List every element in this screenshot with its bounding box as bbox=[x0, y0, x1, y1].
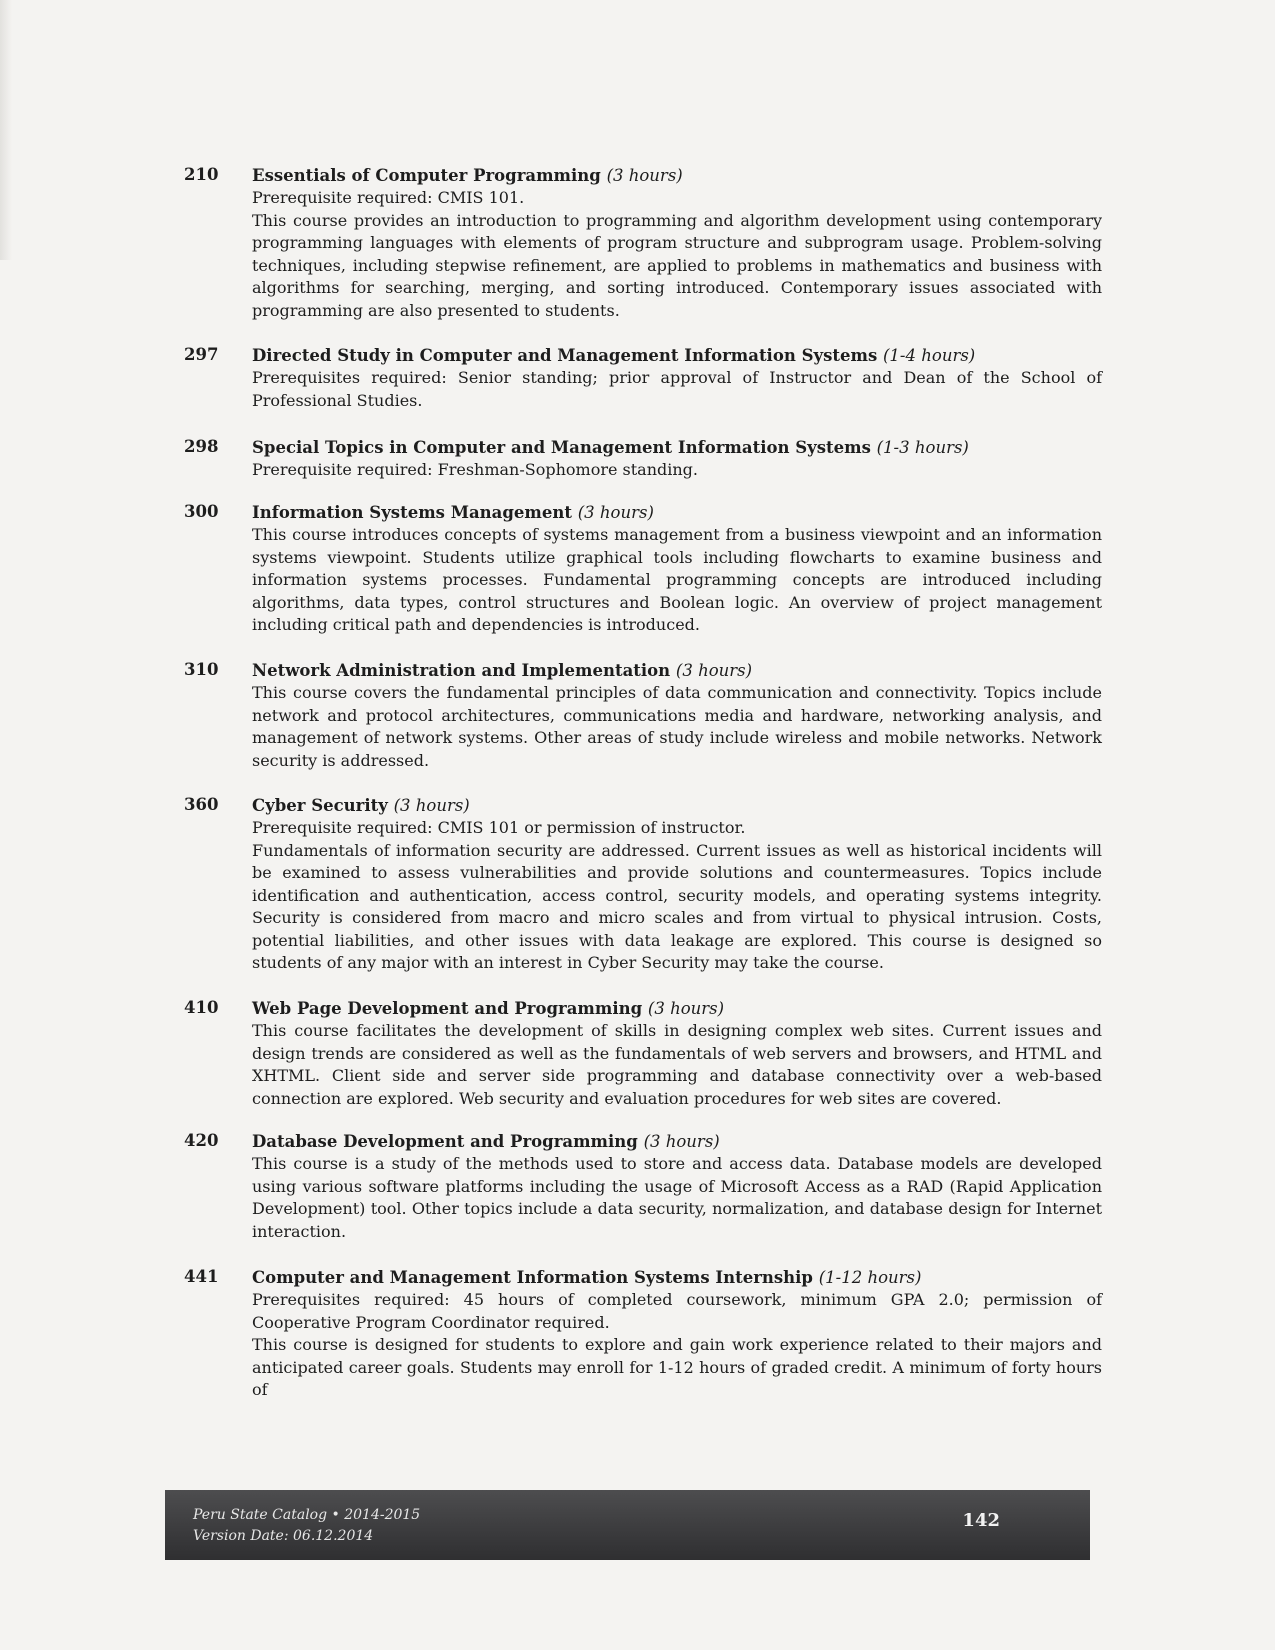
footer-bar bbox=[165, 1490, 1090, 1560]
course-title-text: Cyber Security bbox=[252, 796, 388, 815]
course-hours: (1-12 hours) bbox=[818, 1268, 922, 1287]
course-number: 420 bbox=[184, 1131, 219, 1150]
course-title bbox=[252, 660, 1102, 682]
course-number: 298 bbox=[184, 437, 219, 456]
course-description: This course introduces concepts of systems management from a business viewpoint and an information systems viewpoint. Students utilize graphical tools including flowcharts to examine business and information systems processes. Fundamental programming concepts are introduced including algorithms, data types, control structures and Boolean logic. An overview of project management including critical path and dependencies is introduced. bbox=[252, 525, 1102, 634]
course-content bbox=[252, 660, 1102, 772]
course-description: This course is a study of the methods used to store and access data. Database models are developed using various software platforms including the usage of Microsoft Access as a RAD (Rapid Application Development) tool. Other topics include a data security, normalization, and database design for Internet interaction. bbox=[252, 1154, 1102, 1241]
course-hours: (3 hours) bbox=[675, 661, 753, 680]
course-hours: (3 hours) bbox=[393, 796, 470, 815]
course-description: This course covers the fundamental principles of data communication and connectivity. Topics include network and protocol architectures, communications media and hardware, networking analysis, and management of network systems. Other areas of study include wireless and mobile networks. Network security is addressed. bbox=[252, 683, 1102, 770]
course-title-text: Directed Study in Computer and Management Information Systems bbox=[252, 346, 878, 365]
footer-catalog-info bbox=[193, 1505, 420, 1547]
course-title bbox=[252, 1131, 1102, 1153]
course-title bbox=[252, 345, 1102, 367]
course-title-text: Network Administration and Implementation bbox=[252, 661, 671, 680]
course-title-text: Web Page Development and Programming bbox=[252, 999, 643, 1018]
course-prerequisite: Prerequisite required: CMIS 101. bbox=[252, 188, 525, 207]
course-hours: (3 hours) bbox=[606, 166, 683, 185]
course-title-text: Information Systems Management bbox=[252, 503, 572, 522]
course-number: 441 bbox=[184, 1267, 219, 1286]
footer-version-date: Version Date: 06.12.2014 bbox=[193, 1528, 374, 1544]
course-title bbox=[252, 795, 1102, 817]
course-number: 310 bbox=[184, 660, 219, 679]
course-description: This course facilitates the development of skills in designing complex web sites. Current issues and design trends are considered as well as the fundamentals of web servers and browsers, and HTML and XHTML. Client side and server side programming and database connectivity over a web-based connection are explored. Web security and evaluation procedures for web sites are covered. bbox=[252, 1021, 1102, 1108]
course-content bbox=[252, 998, 1102, 1110]
course-description: This course is designed for students to explore and gain work experience related to their majors and anticipated career goals. Students may enroll for 1-12 hours of graded credit. A minimum of forty hours of bbox=[252, 1335, 1102, 1399]
course-title bbox=[252, 165, 1102, 187]
course-title bbox=[252, 998, 1102, 1020]
course-content bbox=[252, 502, 1102, 637]
course-content bbox=[252, 165, 1102, 322]
course-prerequisite: Prerequisites required: 45 hours of completed coursework, minimum GPA 2.0; permission of Cooperative Program Coordinator required. bbox=[252, 1290, 1102, 1332]
course-hours: (3 hours) bbox=[643, 1132, 720, 1151]
course-title bbox=[252, 1267, 1102, 1289]
course-description: Fundamentals of information security are addressed. Current issues as well as historical incidents will be examined to assess vulnerabilities and provide solutions and countermeasures. Topics include identification and authentication, access control, security models, and operating systems integrity. Security is considered from macro and micro scales and from virtual to physical intrusion. Costs, potential liabilities, and other issues with data leakage are explored. This course is designed so students of any major with an interest in Cyber Security may take the course. bbox=[252, 840, 1102, 972]
course-title-text: Computer and Management Information Systems Internship bbox=[252, 1268, 813, 1287]
course-number: 410 bbox=[184, 998, 219, 1017]
course-hours: (1-3 hours) bbox=[876, 438, 969, 457]
course-number: 210 bbox=[184, 165, 219, 184]
course-prerequisite: Prerequisite required: Freshman-Sophomore standing. bbox=[252, 460, 699, 479]
course-content bbox=[252, 1131, 1102, 1243]
course-content bbox=[252, 795, 1102, 975]
course-number: 297 bbox=[184, 345, 219, 364]
course-title-text: Database Development and Programming bbox=[252, 1132, 638, 1151]
course-hours: (3 hours) bbox=[647, 999, 725, 1018]
footer-catalog-title: Peru State Catalog • 2014-2015 bbox=[193, 1507, 421, 1523]
course-title-text: Special Topics in Computer and Management Information Systems bbox=[252, 438, 871, 457]
course-content bbox=[252, 437, 1102, 482]
course-prerequisite: Prerequisites required: Senior standing; prior approval of Instructor and Dean of the School of Professional Studies. bbox=[252, 368, 1102, 410]
course-title bbox=[252, 437, 1102, 459]
course-hours: (1-4 hours) bbox=[883, 346, 976, 365]
course-title-text: Essentials of Computer Programming bbox=[252, 166, 601, 185]
course-prerequisite: Prerequisite required: CMIS 101 or permission of instructor. bbox=[252, 818, 746, 837]
page-number: 142 bbox=[962, 1510, 1000, 1531]
course-content bbox=[252, 345, 1102, 412]
course-hours: (3 hours) bbox=[577, 503, 654, 522]
course-title bbox=[252, 502, 1102, 524]
course-number: 360 bbox=[184, 795, 219, 814]
course-content bbox=[252, 1267, 1102, 1402]
course-description: This course provides an introduction to programming and algorithm development using contemporary programming languages with elements of program structure and subprogram usage. Problem-solving techniques, including stepwise refinement, are applied to problems in mathematics and business with algorithms for searching, merging, and sorting introduced. Contemporary issues associated with programming are also presented to students. bbox=[252, 210, 1102, 320]
course-number: 300 bbox=[184, 502, 219, 521]
